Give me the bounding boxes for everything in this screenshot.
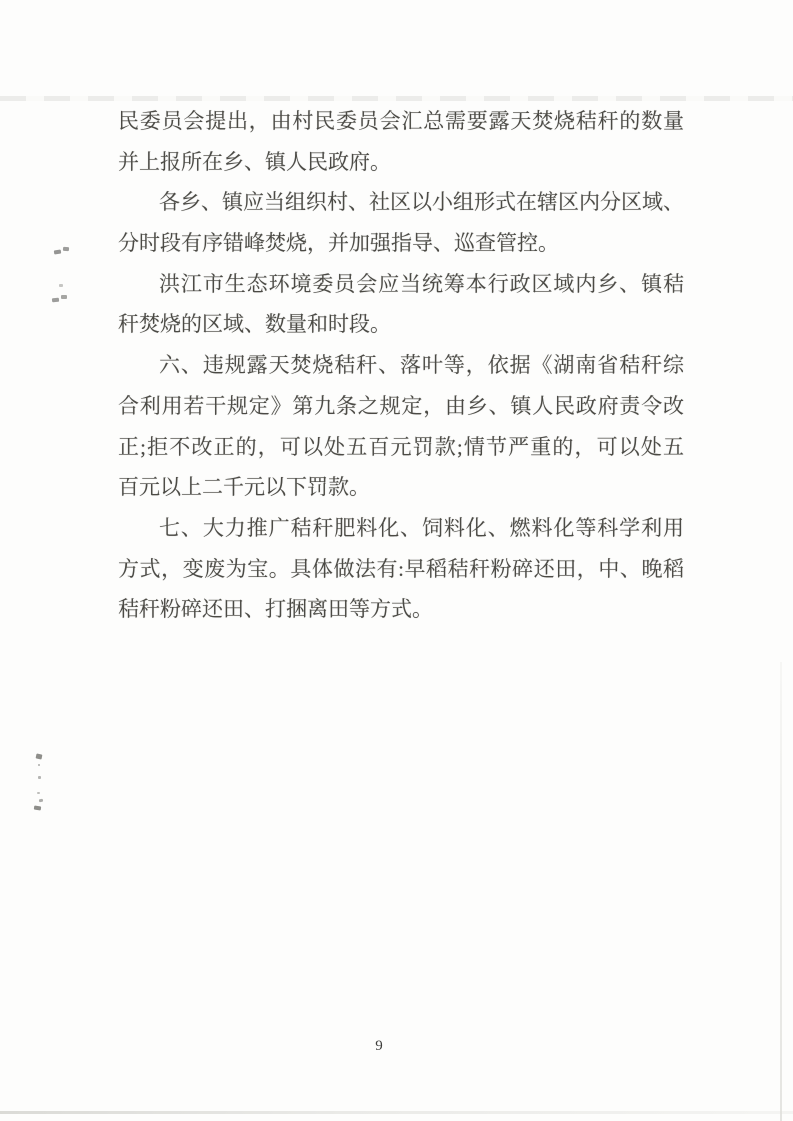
scan-speck — [38, 764, 40, 766]
scan-speck — [38, 776, 41, 779]
text-line: 洪江市生态环境委员会应当统筹本行政区域内乡、镇秸 — [159, 271, 684, 296]
page-number: 9 — [375, 1038, 383, 1054]
scan-speck — [52, 298, 59, 303]
scan-edge-right — [780, 662, 782, 1121]
scan-edge-bottom — [0, 1111, 793, 1114]
text-line: 秸秆粉碎还田、打捆离田等方式。 — [118, 597, 433, 622]
text-line: 方式，变废为宝。具体做法有:早稻秸秆粉碎还田，中、晚稻 — [118, 556, 684, 581]
text-line: 分时段有序错峰焚烧，并加强指导、巡查管控。 — [118, 231, 559, 256]
text-line: 民委员会提出，由村民委员会汇总需要露天焚烧秸秆的数量 — [118, 109, 684, 133]
text-line: 合利用若干规定》第九条之规定，由乡、镇人民政府责令改 — [118, 393, 684, 418]
text-line: 秆焚烧的区域、数量和时段。 — [118, 312, 391, 337]
scan-speck — [54, 250, 61, 255]
scan-speck — [37, 792, 40, 794]
text-line: 正;拒不改正的，可以处五百元罚款;情节严重的，可以处五 — [118, 434, 684, 459]
body-text — [118, 101, 684, 630]
text-line: 百元以上二千元以下罚款。 — [118, 475, 370, 500]
scan-speck — [36, 753, 43, 759]
scan-speck — [39, 799, 43, 803]
text-line: 各乡、镇应当组织村、社区以小组形式在辖区内分区域、 — [159, 190, 684, 215]
scan-speck — [61, 295, 67, 299]
text-line: 六、违规露天焚烧秸秆、落叶等，依据《湖南省秸秆综 — [159, 353, 684, 378]
scan-speck — [59, 284, 63, 287]
scan-speck — [34, 806, 41, 811]
scan-speck — [63, 247, 69, 252]
text-line: 七、大力推广秸秆肥料化、饲料化、燃料化等科学利用 — [159, 515, 684, 540]
text-line: 并上报所在乡、镇人民政府。 — [118, 149, 391, 174]
